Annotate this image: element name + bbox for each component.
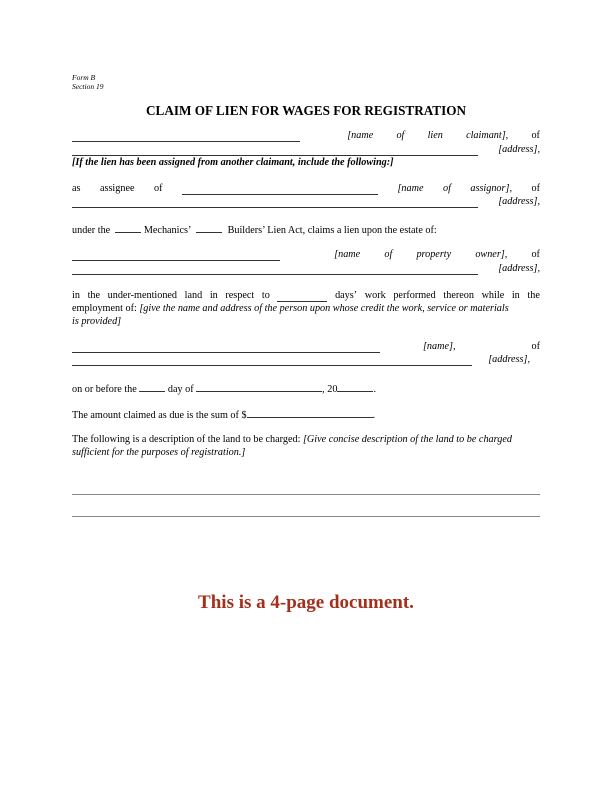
builders-blank[interactable] — [196, 222, 222, 233]
text: of — [442, 183, 451, 194]
text: of — [531, 130, 540, 141]
employment-line-cont: is provided] — [72, 316, 122, 327]
text: to — [261, 290, 270, 301]
date-line — [72, 381, 540, 396]
text: of — [531, 183, 540, 194]
text: on or before the — [72, 384, 137, 395]
work-line — [72, 289, 540, 302]
text: days’ — [335, 290, 358, 301]
owner-name-line — [72, 248, 540, 261]
text: [name], — [422, 341, 456, 352]
text: [name — [334, 249, 361, 260]
text: of — [531, 341, 540, 352]
text: , 20 — [322, 384, 338, 395]
text: property — [416, 249, 452, 260]
employer-address-line — [72, 353, 540, 366]
text: assignor], — [470, 183, 513, 194]
amount-line — [72, 407, 540, 422]
text: the — [87, 290, 101, 301]
text: under-mentioned — [107, 290, 178, 301]
owner-address-blank[interactable] — [72, 264, 478, 275]
act-line — [72, 222, 540, 237]
text: [address], — [488, 354, 530, 365]
description-line-cont: sufficient for the purposes of registration.] — [72, 447, 246, 458]
text: in — [209, 290, 218, 301]
text: in — [511, 290, 520, 301]
text: The following is a description of the land to be charged: — [72, 434, 303, 445]
owner-address-line — [72, 262, 540, 275]
text: day of — [167, 384, 194, 395]
text: Builders’ Lien Act, claims a lien upon the estate of: — [227, 225, 437, 236]
owner-name-blank[interactable] — [72, 250, 280, 261]
document-title: CLAIM OF LIEN FOR WAGES FOR REGISTRATION — [146, 103, 466, 118]
text: The amount claimed as due is the sum of $ — [72, 410, 247, 421]
employer-address-blank[interactable] — [72, 355, 472, 366]
text: [address], — [498, 196, 540, 207]
text: performed — [393, 290, 436, 301]
text: while — [481, 290, 505, 301]
text: respect — [225, 290, 255, 301]
text: of — [531, 249, 540, 260]
claimant-address-blank[interactable] — [72, 145, 478, 156]
section-label: Section 19 — [72, 82, 104, 91]
description-line — [72, 433, 540, 446]
text: of — [384, 249, 393, 260]
text: under the — [72, 225, 111, 236]
day-blank[interactable] — [139, 381, 165, 392]
assignee-line — [72, 182, 540, 195]
employer-name-line — [72, 340, 540, 353]
claimant-name-blank[interactable] — [72, 131, 300, 142]
text: work — [364, 290, 386, 301]
text: [name — [347, 130, 374, 141]
form-label: Form B — [72, 73, 96, 82]
text: of — [396, 130, 405, 141]
text: [address], — [498, 263, 540, 274]
year-blank[interactable] — [337, 381, 373, 392]
employer-name-blank[interactable] — [72, 342, 380, 353]
text: . — [373, 384, 376, 395]
text: the — [527, 290, 540, 301]
text: of — [153, 183, 163, 194]
claimant-name-line — [72, 129, 540, 142]
days-blank[interactable] — [277, 291, 327, 302]
text: . — [372, 410, 376, 421]
text: [name — [397, 183, 424, 194]
page-count-notice: This is a 4-page document. — [198, 592, 414, 613]
amount-blank[interactable] — [247, 407, 373, 418]
text: owner], — [475, 249, 508, 260]
assignor-address-blank[interactable] — [72, 197, 478, 208]
claimant-address-line — [72, 143, 540, 156]
text: [address], — [498, 144, 540, 155]
assigned-note: [If the lien has been assigned from another claimant, include the following:] — [72, 157, 394, 168]
text: employment of: — [72, 303, 140, 314]
text: claimant], — [466, 130, 509, 141]
description-blank-2[interactable] — [72, 516, 540, 517]
text: in — [72, 290, 80, 301]
employment-line — [72, 302, 540, 315]
month-blank[interactable] — [196, 381, 322, 392]
description-blank-1[interactable] — [72, 494, 540, 495]
assignor-address-line — [72, 195, 540, 208]
text: [give the name and address of the person upon whose credit the work, service or materials — [139, 303, 509, 314]
text: thereon — [443, 290, 474, 301]
text: [Give concise description of the land to be charged — [302, 434, 512, 445]
text: assignee — [99, 183, 135, 194]
text: as — [72, 183, 81, 194]
assignor-name-blank[interactable] — [182, 184, 378, 195]
text: land — [184, 290, 203, 301]
text: Mechanics’ — [143, 225, 192, 236]
mechanics-blank[interactable] — [115, 222, 141, 233]
text: lien — [427, 130, 443, 141]
